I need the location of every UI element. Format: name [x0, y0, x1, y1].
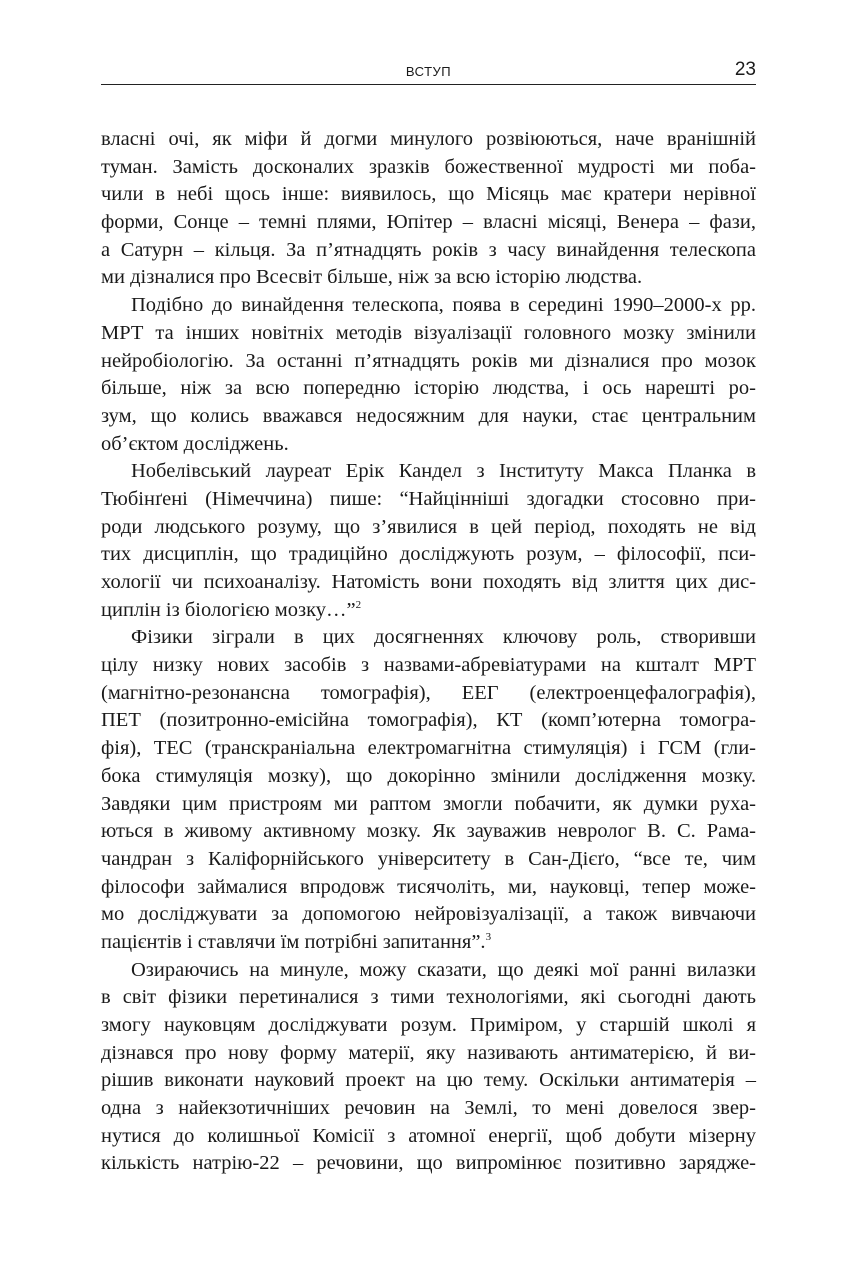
text-line: Подібно до винайдення телескопа, поява в середині 1990–2000-х рр.: [131, 294, 756, 317]
text-line: (магнітно-резонансна томографія), ЕЕГ (електроенцефалографія),: [101, 681, 756, 704]
text-line: Тюбінґені (Німеччина) пише: “Найцінніші здогадки стосовно при-: [101, 487, 756, 510]
text-line: МРТ та інших новітніх методів візуалізації головного мозку змінили: [101, 321, 756, 344]
text-line-content: пацієнтів і ставлячи їм потрібні запитання”.: [101, 930, 486, 953]
footnote-ref: 2: [355, 598, 362, 611]
text-line: в світ фізики перетиналися з тими технологіями, які сьогодні дають: [101, 986, 756, 1009]
text-line: дізнався про нову форму матерії, яку називають антиматерією, й ви-: [101, 1041, 756, 1064]
text-line: Завдяки цим пристроям ми раптом змогли побачити, як думки руха-: [101, 792, 756, 815]
text-line: бока стимуляція мозку), що докорінно змінили дослідження мозку.: [101, 764, 756, 787]
text-line: об’єктом досліджень.: [101, 432, 289, 455]
text-line-with-footnote: [101, 929, 756, 957]
text-line: власні очі, як міфи й догми минулого розвіюються, наче вранішній: [101, 128, 756, 150]
running-head: ВСТУП: [405, 64, 452, 79]
text-line: а Сатурн – кільця. За п’ятнадцять років з часу винайдення телескопа: [101, 238, 756, 261]
text-line: фія), ТЕС (транскраніальна електромагнітна стимуляція) і ГСМ (гли-: [101, 737, 756, 760]
text-line: туман. Замість досконалих зразків божественної мудрості ми поба-: [101, 155, 756, 178]
text-line: нутися до колишньої Комісії з атомної енергії, щоб добути мізерну: [101, 1124, 756, 1147]
text-line: одна з найекзотичніших речовин на Землі, то мені довелося звер-: [101, 1097, 756, 1120]
text-line: чили в небі щось інше: виявилось, що Місяць має кратери нерівної: [101, 183, 756, 206]
text-line: змогу науковцям досліджувати розум. Приміром, у старшій школі я: [101, 1014, 756, 1036]
text-line-with-footnote: [101, 597, 756, 625]
text-line: Нобелівський лауреат Ерік Кандел з Інституту Макса Планка в: [131, 460, 756, 483]
text-line: ми дізналися про Всесвіт більше, ніж за всю історію людства.: [101, 266, 643, 289]
text-line: чандран з Каліфорнійського університету в Сан-Дієґо, “все те, чим: [101, 847, 756, 870]
text-line: рішив виконати науковий проект на цю тему. Оскільки антиматерія –: [101, 1069, 756, 1092]
text-line: зум, що колись вважався недосяжним для науки, стає центральним: [101, 404, 756, 427]
text-line: більше, ніж за всю попередню історію людства, і ось нарешті ро-: [101, 377, 756, 400]
text-line: ПЕТ (позитронно-емісійна томографія), КТ (комп’ютерна томогра-: [101, 709, 756, 732]
body-text: [101, 126, 756, 1178]
text-line: роди людського розуму, що з’явилися в цей період, походять не від: [101, 515, 756, 538]
text-line: мо досліджувати за допомогою нейровізуалізації, а також вивчаючи: [101, 903, 756, 926]
page-number: 23: [734, 59, 756, 80]
text-line: форми, Сонце – темні плями, Юпітер – власні місяці, Венера – фази,: [101, 211, 756, 234]
text-line: тих дисциплін, що традиційно досліджують розум, – філософії, пси-: [101, 543, 756, 566]
text-line: нейробіологію. За останні п’ятнадцять років ми дізналися про мозок: [101, 349, 756, 372]
text-line-content: циплін із біологією мозку…”: [101, 598, 356, 621]
text-line: кількість натрію-22 – речовини, що випромінює позитивно зарядже-: [101, 1152, 756, 1175]
text-line: ються в живому активному мозку. Як зауважив невролог В. С. Рама-: [101, 820, 756, 843]
text-line: філософи займалися впродовж тисячоліть, ми, науковці, тепер може-: [101, 875, 756, 898]
text-line: Озираючись на минуле, можу сказати, що деякі мої ранні вилазки: [131, 958, 756, 981]
page-header: [101, 58, 756, 85]
text-line: хології чи психоаналізу. Натомість вони походять від злиття цих дис-: [101, 571, 756, 593]
text-line: цілу низку нових засобів з назвами-абревіатурами на кшталт МРТ: [101, 654, 756, 677]
text-line: Фізики зіграли в цих досягненнях ключову роль, створивши: [131, 626, 756, 649]
footnote-ref: 3: [485, 931, 492, 944]
